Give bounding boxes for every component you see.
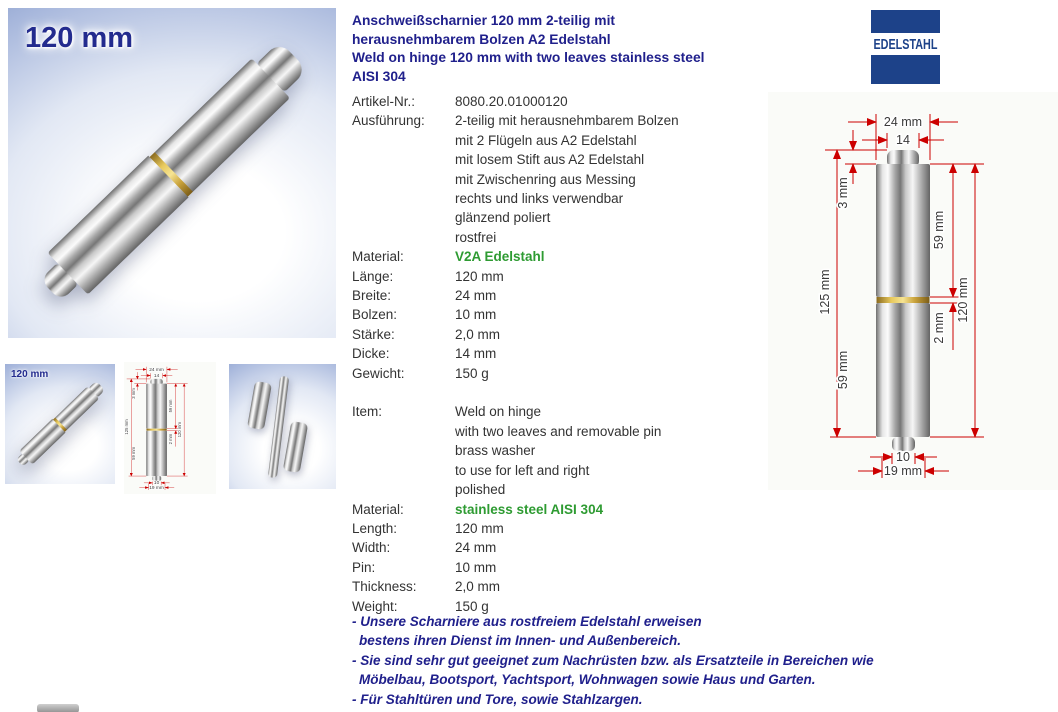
spec-label — [352, 228, 455, 247]
product-photo — [8, 8, 336, 338]
hinge-upper-leaf — [154, 58, 289, 191]
spec-label — [352, 208, 455, 227]
spec-value: 8080.20.01000120 — [455, 94, 568, 109]
spec-label: Gewicht: — [352, 365, 405, 381]
thumbnail-product-photo[interactable] — [5, 364, 115, 484]
spec-row — [352, 441, 832, 460]
product-title-en-line: Weld on hinge 120 mm with two leaves stainless steel — [352, 50, 705, 66]
spec-label: Ausführung: — [352, 113, 425, 129]
spec-value-material: V2A Edelstahl — [455, 249, 545, 265]
spec-value: 2,0 mm — [455, 326, 501, 342]
spec-row-width — [352, 538, 832, 557]
product-title-en-line: AISI 304 — [352, 68, 406, 84]
dimension-label-pin-protrusion: 3 mm — [836, 177, 850, 209]
size-label: 120 mm — [25, 22, 134, 54]
edelstahl-badge-band — [871, 33, 940, 55]
hinge-photo — [30, 34, 315, 312]
dimension-label-lower-leaf: 59 mm — [836, 350, 850, 390]
spec-label — [352, 422, 455, 441]
spec-label: Länge: — [352, 268, 394, 284]
spec-value: rechts und links verwendbar — [455, 191, 624, 207]
spec-row — [352, 131, 832, 150]
hinge-leaf-part — [283, 421, 308, 473]
spec-label — [352, 480, 455, 499]
spec-label: Pin: — [352, 559, 376, 575]
spec-label: Material: — [352, 249, 404, 265]
spec-value: 24 mm — [455, 288, 497, 304]
dimension-label-pin-width: 14 — [896, 133, 910, 147]
product-title-de-line: Anschweißscharnier 120 mm 2-teilig mit — [352, 13, 615, 28]
spec-row — [352, 422, 832, 441]
spec-row-dicke — [352, 344, 832, 363]
note-line: bestens ihren Dienst im Innen- und Außenbereich. — [359, 633, 682, 649]
spec-row-thickness — [352, 577, 832, 596]
drawing-brass-washer — [877, 297, 930, 303]
spec-value: 120 mm — [455, 520, 504, 536]
spec-label: Thickness: — [352, 579, 417, 595]
spec-row-laenge — [352, 267, 832, 286]
spacer — [352, 383, 832, 402]
spec-label — [352, 150, 455, 169]
spec-label — [352, 170, 455, 189]
dimension-label-upper-leaf: 59 mm — [932, 210, 946, 250]
technical-drawing-small — [124, 362, 216, 494]
spec-value: 10 mm — [455, 559, 497, 575]
spec-value: with two leaves and removable pin — [455, 423, 662, 439]
spec-row — [352, 461, 832, 480]
hinge-lower-leaf — [48, 156, 189, 295]
spec-value: 14 mm — [455, 346, 497, 362]
spec-value: polished — [455, 482, 506, 498]
drawing-canvas — [818, 100, 1058, 490]
note-line: - Sie sind sehr gut geeignet zum Nachrüsten bzw. als Ersatzteile in Bereichen wie — [352, 652, 874, 668]
spec-label: Length: — [352, 520, 398, 536]
spec-value: to use for left and right — [455, 462, 590, 478]
spec-row — [352, 170, 832, 189]
spec-row-length — [352, 519, 832, 538]
product-notes — [352, 612, 972, 709]
spec-value: rostfrei — [455, 229, 497, 245]
spec-row-breite — [352, 286, 832, 305]
spec-table — [352, 92, 832, 616]
spec-label: Stärke: — [352, 326, 395, 342]
spec-label — [352, 441, 455, 460]
dimension-label-leaf-width: 24 mm — [883, 115, 923, 129]
spec-row-item — [352, 402, 832, 421]
spec-label: Item: — [352, 404, 383, 420]
spec-label — [352, 131, 455, 150]
spec-value: 120 mm — [455, 268, 504, 284]
spec-row — [352, 189, 832, 208]
cut-off-page-element — [37, 704, 79, 712]
spec-row-gewicht — [352, 364, 832, 383]
spec-row — [352, 150, 832, 169]
technical-drawing — [818, 100, 1058, 490]
product-title — [352, 12, 852, 86]
spec-row-staerke — [352, 325, 832, 344]
size-label-small: 120 mm — [11, 369, 49, 380]
product-title-de-line: herausnehmbarem Bolzen A2 Edelstahl — [352, 31, 611, 47]
spec-row — [352, 480, 832, 499]
spec-row-material-en — [352, 500, 832, 519]
spec-row-artikel-nr — [352, 92, 832, 111]
spec-value: 2,0 mm — [455, 579, 501, 595]
note-line: - Für Stahltüren und Tore, sowie Stahlzargen. — [352, 691, 643, 707]
spec-value: mit losem Stift aus A2 Edelstahl — [455, 152, 645, 168]
spec-label: Weight: — [352, 598, 398, 614]
spec-label: Width: — [352, 540, 391, 556]
spec-label — [352, 189, 455, 208]
dimension-label-pin-bottom: 10 — [896, 450, 910, 464]
spec-label: Artikel-Nr.: — [352, 94, 416, 109]
spec-row-pin — [352, 558, 832, 577]
spec-value: Weld on hinge — [455, 404, 542, 420]
spec-row — [352, 208, 832, 227]
spec-label: Breite: — [352, 288, 392, 304]
note-line: Möbelbau, Bootsport, Yachtsport, Wohnwagen sowie Haus und Garten. — [359, 672, 816, 688]
spec-row — [352, 228, 832, 247]
hinge-photo-small — [12, 377, 108, 471]
spec-label — [352, 461, 455, 480]
spec-row-bolzen — [352, 305, 832, 324]
spec-value: mit Zwischenring aus Messing — [455, 171, 636, 187]
dimension-label-washer: 2 mm — [932, 312, 946, 344]
spec-label: Bolzen: — [352, 307, 398, 323]
spec-value: mit 2 Flügeln aus A2 Edelstahl — [455, 132, 637, 148]
spec-row-ausfuehrung — [352, 111, 832, 130]
dimension-label-bottom-width: 19 mm — [883, 464, 923, 478]
hinge-upper-leaf — [55, 386, 99, 429]
drawing-lower-leaf — [876, 303, 930, 437]
drawing-pin-stub — [892, 437, 915, 451]
dimension-label-hinge-length: 120 mm — [956, 277, 970, 323]
spec-label: Dicke: — [352, 346, 390, 362]
thumbnail-technical-drawing[interactable] — [124, 362, 216, 494]
spec-value-material: stainless steel AISI 304 — [455, 501, 604, 517]
spec-value: 24 mm — [455, 540, 497, 556]
edelstahl-badge-text: EDELSTAHL — [873, 35, 938, 53]
spec-label: Material: — [352, 501, 404, 517]
note-line: - Unsere Scharniere aus rostfreiem Edelstahl erweisen — [352, 614, 702, 629]
drawing-upper-leaf — [876, 164, 930, 297]
hinge-leaf-part — [247, 381, 272, 430]
dimension-label-total-length: 125 mm — [818, 269, 832, 315]
edelstahl-badge — [871, 10, 940, 84]
spec-value: 10 mm — [455, 307, 497, 323]
spec-value: brass washer — [455, 443, 536, 459]
spec-value: 2-teilig mit herausnehmbarem Bolzen — [455, 113, 679, 129]
spec-value: glänzend poliert — [455, 210, 551, 226]
spec-value: 150 g — [455, 598, 489, 614]
spec-row-material-de — [352, 247, 832, 266]
spec-value: 150 g — [455, 365, 489, 381]
thumbnail-disassembled-hinge[interactable] — [229, 364, 336, 489]
